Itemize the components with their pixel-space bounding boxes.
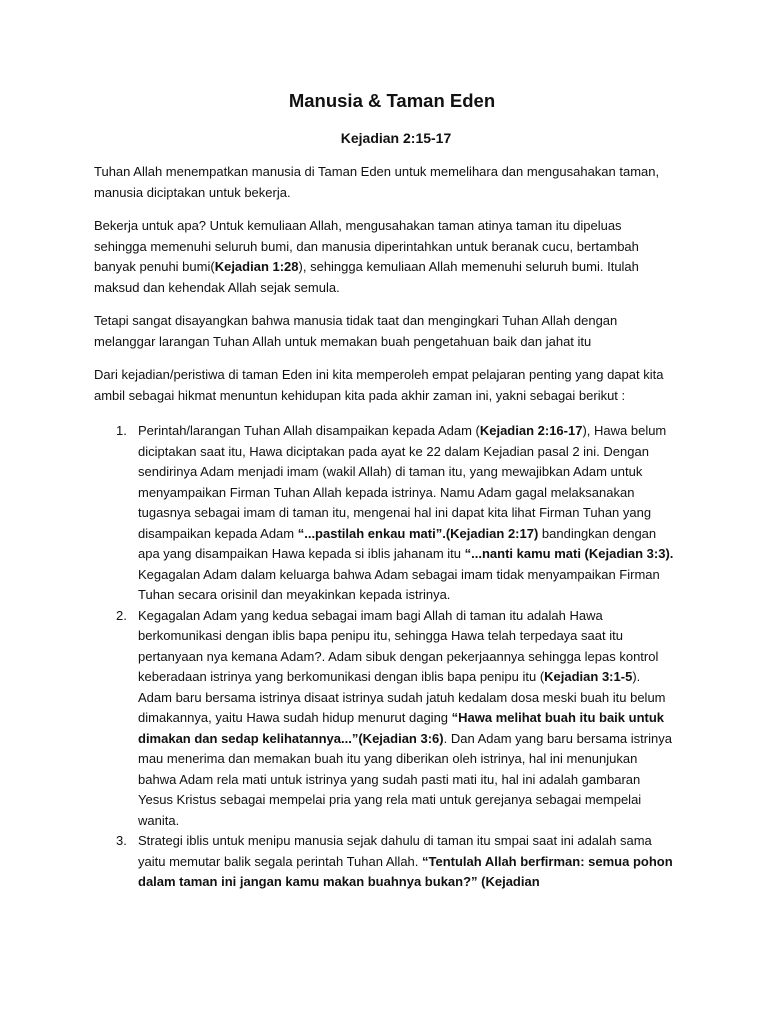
list-item	[94, 421, 674, 606]
list-number: 3.	[116, 833, 127, 848]
list-text: . Dan Adam yang baru bersama istrinya mau menerima dan memakan buah itu yang diberikan oleh istrinya, hal ini menunjukan bahwa Adam rela mati untuk istrinya yang sudah pasti mati itu, hal ini adalah gambaran Yesus Kristus sebagai mempelai pria yang rela mati untuk gerejanya sebagai mempelai wanita.	[138, 730, 672, 828]
bible-quote: “...pastilah enkau mati”.(Kejadian 2:17)	[297, 525, 539, 541]
bible-quote: “...nanti kamu mati (Kejadian 3:3).	[464, 546, 674, 561]
list-text: bandingkan dengan apa yang disampaikan Hawa kepada si iblis jahanam itu	[138, 525, 657, 561]
list-number: 2.	[116, 607, 127, 623]
document-subtitle: Kejadian 2:15-17	[340, 130, 452, 146]
bible-reference: Kejadian 1:28	[214, 259, 299, 274]
paragraph-disobedience: Tetapi sangat disayangkan bahwa manusia tidak taat dan mengingkari Tuhan Allah dengan melanggar larangan Tuhan Allah untuk memakan buah pengetahuan baik dan jahat itu	[94, 313, 618, 349]
paragraph-lessons-intro: Dari kejadian/peristiwa di taman Eden ini kita memperoleh empat pelajaran penting yang dapat kita ambil sebagai hikmat menuntun kehidupan kita pada akhir zaman ini, yakni sebagai berikut :	[94, 367, 664, 403]
bible-quote: “Tentulah Allah berfirman: semua pohon dalam taman ini jangan kamu makan buahnya bukan?” (Kejadian	[138, 853, 673, 889]
list-text: Strategi iblis untuk menipu manusia sejak dahulu di taman itu smpai saat ini adalah sama yaitu memutar balik segala perintah Tuhan Allah.	[138, 833, 652, 869]
document-page	[94, 88, 674, 893]
list-text: ), Hawa belum diciptakan saat itu, Hawa diciptakan pada ayat ke 22 dalam Kejadian pasal 2 ini. Dengan sendirinya Adam menjadi imam (wakil Allah) di taman itu, yang mewajibkan Adam untuk menyampaikan Firman Tuhan Allah kepada istrinya. Namu Adam gagal melaksanakan tugasnya sebagai imam di taman itu, mengenai hal ini dapat kita lihat Firman Tuhan yang disampaikan kepada Adam	[138, 423, 667, 541]
paragraph-purpose	[94, 216, 674, 298]
list-text: Kegagalan Adam yang kedua sebagai imam bagi Allah di taman itu adalah Hawa berkomunikasi dengan iblis bapa penipu itu, sehingga Hawa telah terpedaya saat itu pertanyaan nya kemana Adam?. Adam sibuk dengan pekerjaannya sehingga lepas kontrol keberadaan istrinya yang berkomunikasi dengan iblis bapa penipu itu (	[138, 607, 659, 684]
list-text: Kegagalan Adam dalam keluarga bahwa Adam sebagai imam tidak menyampaikan Firman Tuhan secara orisinil dan meyakinkan kepada istrinya.	[138, 566, 660, 602]
list-text: ). Adam baru bersama istrinya disaat istrinya sudah jatuh kedalam dosa meski buah itu belum dimakannya, yaitu Hawa sudah hidup menurut daging	[138, 669, 666, 725]
bible-quote: “Hawa melihat buah itu baik untuk dimakan dan sedap kelihatannya...”(Kejadian 3:6)	[138, 710, 665, 746]
list-text: Perintah/larangan Tuhan Allah disampaikan kepada Adam (	[138, 423, 480, 438]
paragraph-text: Bekerja untuk apa? Untuk kemuliaan Allah, mengusahakan taman atinya taman itu dipeluas sehingga memenuhi seluruh bumi, dan manusia diperintahkan untuk beranak cucu, bertambah banyak penuhi bumi(	[94, 218, 639, 274]
bible-reference: Kejadian 3:1-5	[544, 669, 633, 684]
bible-reference: Kejadian 2:16-17	[479, 423, 583, 438]
lessons-list	[94, 421, 674, 893]
list-item	[94, 606, 674, 832]
list-item	[94, 831, 674, 893]
paragraph-text: ), sehingga kemuliaan Allah memenuhi seluruh bumi. Itulah maksud dan kehendak Allah sejak semula.	[94, 259, 639, 295]
document-title: Manusia & Taman Eden	[288, 90, 496, 111]
paragraph-intro: Tuhan Allah menempatkan manusia di Taman Eden untuk memelihara dan mengusahakan taman, manusia diciptakan untuk bekerja.	[94, 164, 660, 200]
list-number: 1.	[116, 423, 127, 438]
